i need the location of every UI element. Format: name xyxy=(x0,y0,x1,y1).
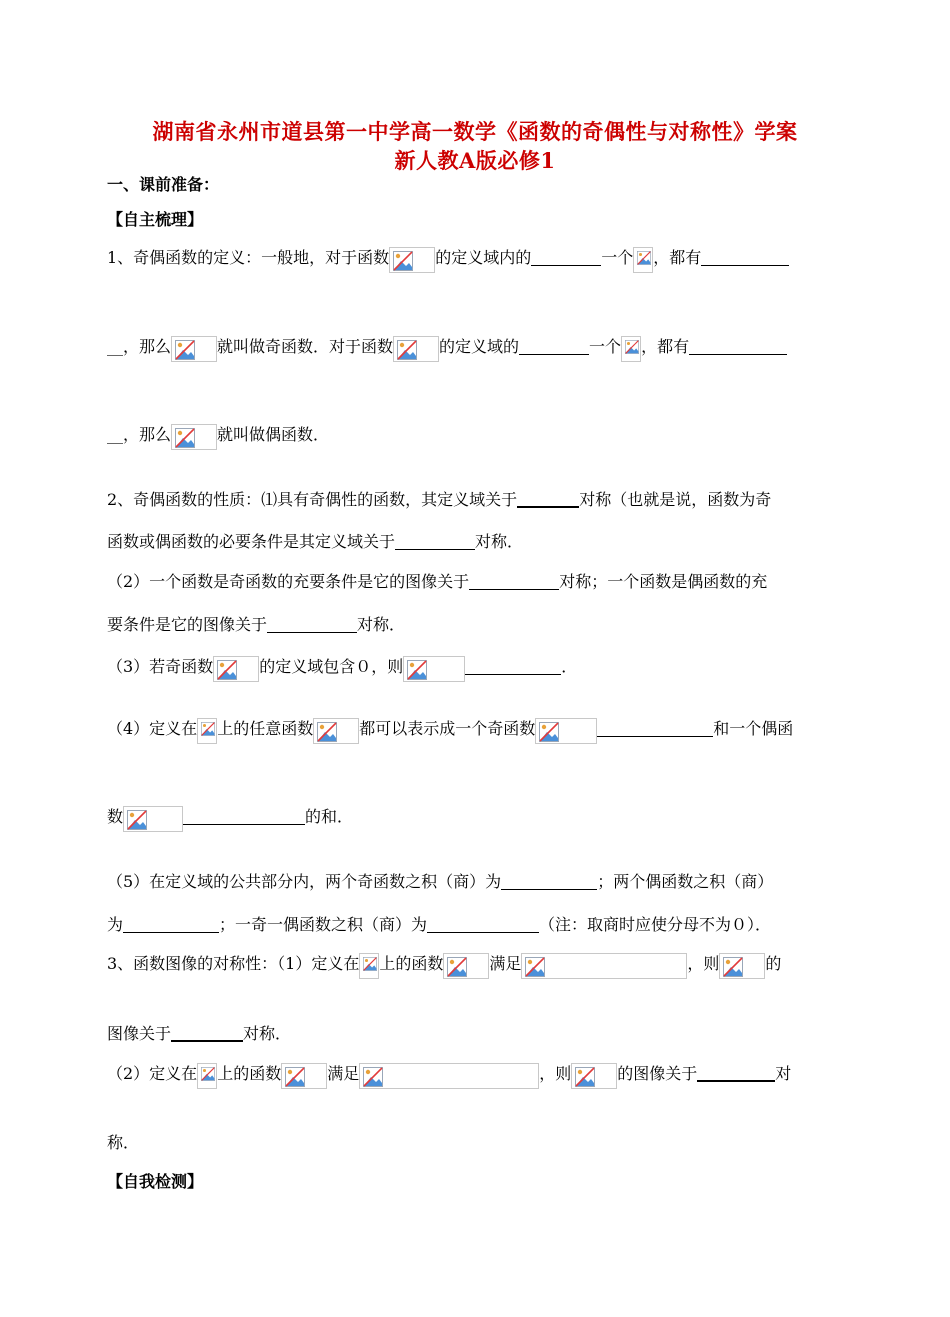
para-property-3: （3）若奇函数 的定义域包含０，则 ． xyxy=(107,655,847,682)
fill-blank[interactable] xyxy=(701,249,789,266)
fill-blank[interactable] xyxy=(469,573,559,590)
para-symmetry-1-2: 图像关于 对称． xyxy=(107,1024,292,1043)
fill-blank[interactable] xyxy=(697,1064,775,1082)
formula-image xyxy=(393,336,439,362)
formula-image xyxy=(571,1063,617,1089)
para-property-4-1: （4）定义在 上的任意函数 都可以表示成一个奇函数 和一个偶函 xyxy=(107,717,847,744)
fill-blank[interactable] xyxy=(123,916,219,933)
fill-blank[interactable] xyxy=(171,1024,243,1042)
formula-image xyxy=(359,953,379,979)
fill-blank[interactable] xyxy=(395,533,475,550)
fill-blank[interactable] xyxy=(531,249,601,266)
fill-blank[interactable] xyxy=(517,490,579,508)
fill-blank[interactable] xyxy=(519,338,589,355)
formula-image xyxy=(621,336,641,362)
doc-title-line1: 湖南省永州市道县第一中学高一数学《函数的奇偶性与对称性》学案 xyxy=(152,119,798,144)
formula-image xyxy=(123,806,183,832)
fill-blank[interactable] xyxy=(183,808,305,825)
para-odd-even-definition-1: 1、奇偶函数的定义：一般地，对于函数 的定义域内的 一个 ，都有 xyxy=(107,246,847,273)
para-properties-2: 函数或偶函数的必要条件是其定义域关于 对称． xyxy=(107,532,524,551)
doc-title-line2: 新人教A版必修1 xyxy=(394,148,556,173)
formula-image xyxy=(197,718,217,744)
section-heading-preparation: 一、课前准备： xyxy=(107,175,220,194)
heading-self-review: 【自主梳理】 xyxy=(107,210,204,229)
para-odd-even-definition-3: __，那么 就叫做偶函数． xyxy=(107,423,847,450)
para-symmetry-1-1: 3、函数图像的对称性：（1）定义在 上的函数 满足 ，则 的 xyxy=(107,952,847,979)
para-symmetry-2-1: （2）定义在 上的函数 满足 ，则 的图像关于 对 xyxy=(107,1062,847,1089)
formula-image xyxy=(535,718,597,744)
formula-image xyxy=(389,247,435,273)
fill-blank[interactable] xyxy=(465,658,561,675)
formula-image xyxy=(213,656,259,682)
formula-image xyxy=(633,247,653,273)
heading-self-check: 【自我检测】 xyxy=(107,1172,204,1191)
formula-image xyxy=(171,336,217,362)
para-property-5-2: 为 ；一奇一偶函数之积（商）为 （注：取商时应使分母不为０）． xyxy=(107,915,772,934)
formula-image xyxy=(521,953,687,979)
para-properties-1: 2、奇偶函数的性质：⑴具有奇偶性的函数，其定义域关于 对称（也就是说，函数为奇 xyxy=(107,490,772,509)
para-odd-even-definition-2: __，那么 就叫做奇函数．对于函数 的定义域的 一个 ，都有 xyxy=(107,335,847,362)
formula-image xyxy=(443,953,489,979)
para-property-4-2: 数 的和． xyxy=(107,805,847,832)
para-property-2-2: 要条件是它的图像关于 对称． xyxy=(107,615,406,634)
formula-image xyxy=(359,1063,539,1089)
para-property-2-1: （2）一个函数是奇函数的充要条件是它的图像关于 对称；一个函数是偶函数的充 xyxy=(107,572,768,591)
fill-blank[interactable] xyxy=(267,616,357,633)
fill-blank[interactable] xyxy=(689,338,787,355)
formula-image xyxy=(403,656,465,682)
formula-image xyxy=(171,424,217,450)
formula-image xyxy=(313,718,359,744)
para-property-5-1: （5）在定义域的公共部分内，两个奇函数之积（商）为 ；两个偶函数之积（商） xyxy=(107,872,774,891)
formula-image xyxy=(281,1063,327,1089)
formula-image xyxy=(197,1063,217,1089)
fill-blank[interactable] xyxy=(427,916,539,933)
fill-blank[interactable] xyxy=(597,720,713,737)
formula-image xyxy=(719,953,765,979)
para-symmetry-2-2: 称． xyxy=(107,1133,140,1152)
fill-blank[interactable] xyxy=(501,873,597,890)
